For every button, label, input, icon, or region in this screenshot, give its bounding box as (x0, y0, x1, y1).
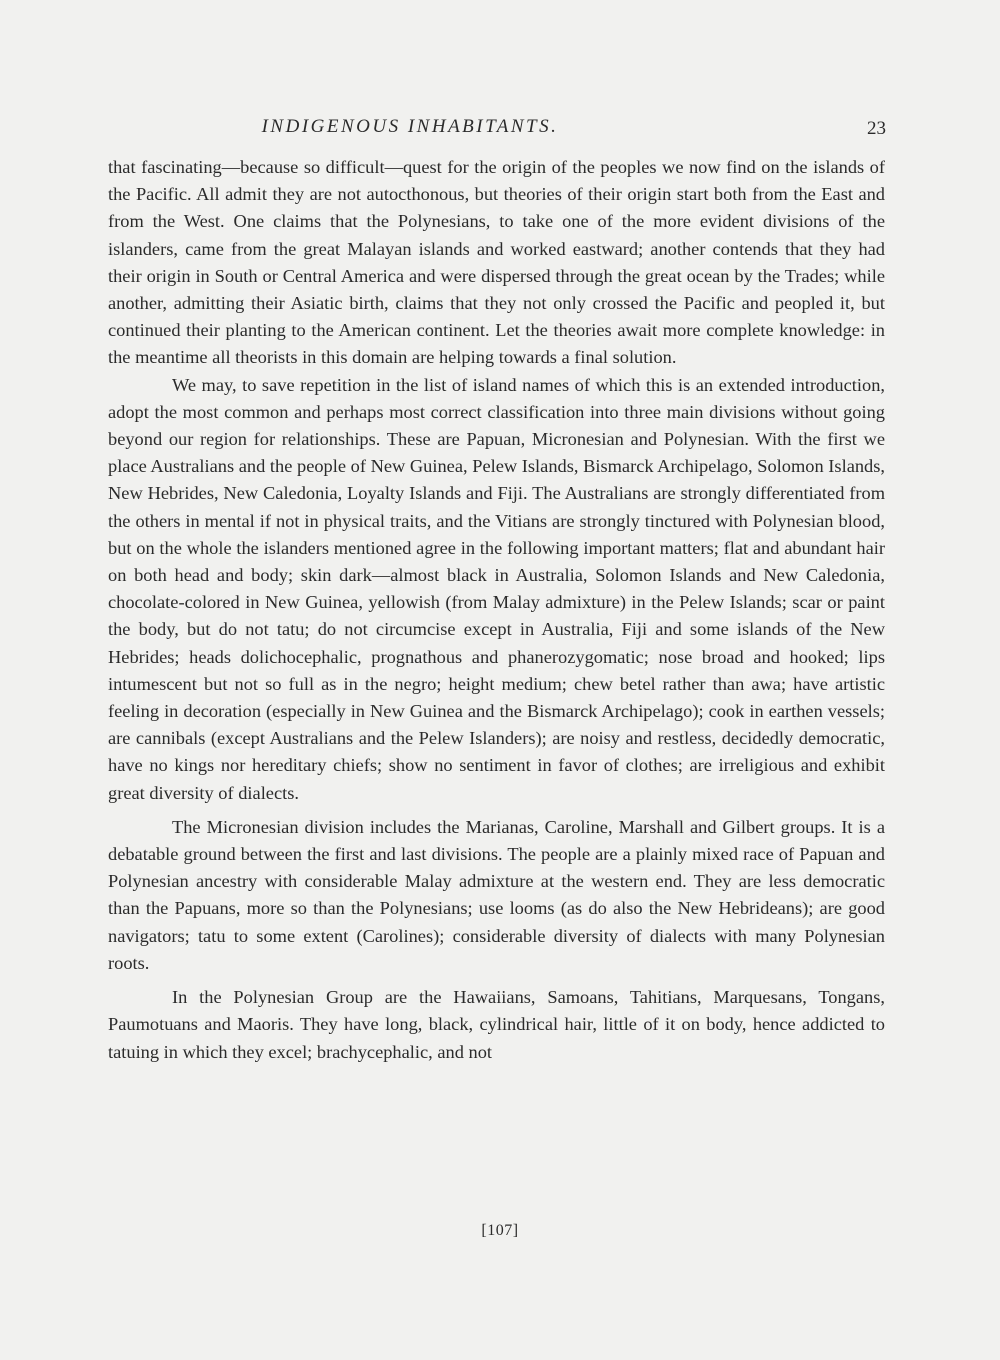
paragraph-micronesian-division: The Micronesian division includes the Marianas, Caroline, Marshall and Gilbert groups. It is a debatable ground between the first and last divisions. The people are a plainly mixed race of Papuan and Polynesian ancestry with considerable Malay admixture at the western end. They are less democratic than the Papuans, more so than the Polynesians; use looms (as do also the New Hebrideans); are good navigators; tatu to some extent (Carolines); considerable diversity of dialects with many Polynesian roots. (108, 816, 885, 973)
paragraph-polynesian-group: In the Polynesian Group are the Hawaiians, Samoans, Tahitians, Marquesans, Tongans, Paumotuans and Maoris. They have long, black, cylindrical hair, little of it on body, hence addicted to tatuing in which they excel; brachycephalic, and not (108, 987, 885, 1062)
signature-mark: [107] (481, 1222, 519, 1239)
paragraph-papuan-division: We may, to save repetition in the list of island names of which this is an extended introduction, adopt the most common and perhaps most correct classification into three main divisions without going beyond our region for relationships. These are Papuan, Micronesian and Polynesian. With the first we place Australians and the people of New Guinea, Pelew Islands, Bismarck Archipelago, Solomon Islands, New Hebrides, New Caledonia, Loyalty Islands and Fiji. The Australians are strongly differentiated from the others in mental if not in physical traits, and the Vitians are strongly tinctured with Polynesian blood, but on the whole the islanders mentioned agree in the following important matters; flat and abundant hair on both head and body; skin dark—almost black in Australia, Solomon Islands and New Caledonia, chocolate-colored in New Guinea, yellowish (from Malay admixture) in the Pelew Islands; scar or paint the body, but do not tatu; do not circumcise except in Australia, Fiji and some islands of the New Hebrides; heads dolichocephalic, prognathous and phanerozygomatic; nose broad and hooked; lips intumescent but not so full as in the negro; height medium; chew betel rather than awa; have artistic feeling in decoration (especially in New Guinea and the Bismarck Archipelago); cook in earthen vessels; are cannibals (except Australians and the Pelew Islanders); are noisy and restless, decidedly democratic, have no kings nor hereditary chiefs; show no sentiment in favor of clothes; are irreligious and exhibit great diversity of dialects. (108, 374, 885, 803)
running-title: INDIGENOUS INHABITANTS. (261, 116, 559, 137)
body-text (108, 154, 885, 1066)
running-head (0, 114, 1000, 144)
page-number: 23 (867, 118, 886, 139)
paragraph-origin-theories: that fascinating—because so difficult—quest for the origin of the peoples we now find on the islands of the Pacific. All admit they are not autocthonous, but theories of their origin start both from the East and from the West. One claims that the Polynesians, to take one of the more evident divisions of the islanders, came from the great Malayan islands and worked eastward; another contends that they had their origin in South or Central America and were dispersed through the great ocean by the Trades; while another, admitting their Asiatic birth, claims that they not only crossed the Pacific and peopled it, but continued their planting to the American continent. Let the theories await more complete knowledge: in the meantime all theorists in this domain are helping towards a final solution. (108, 157, 885, 368)
